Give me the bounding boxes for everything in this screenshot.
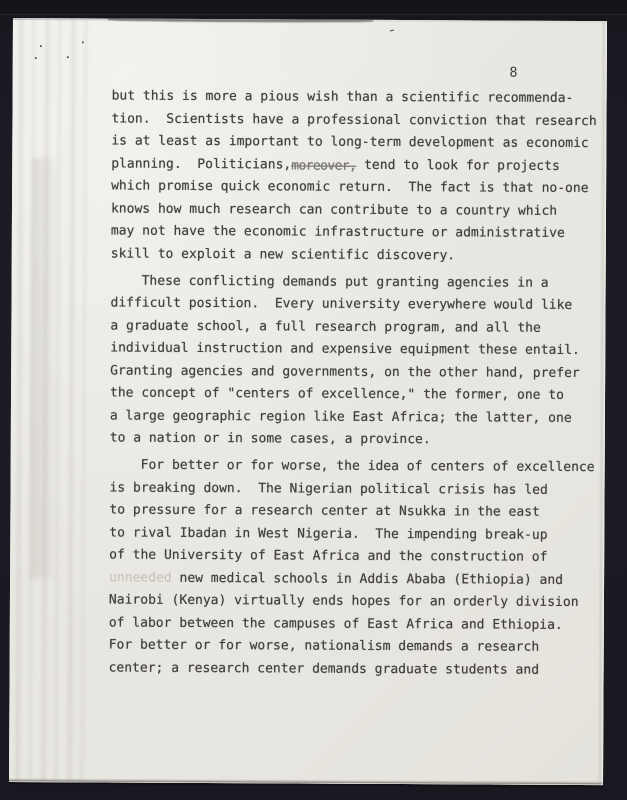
text-line xyxy=(111,243,611,268)
text-segment: tion. Scientists have a professional conviction that research xyxy=(111,111,597,129)
text-line xyxy=(110,315,610,340)
text-segment: difficult position. Every university everywhere would like xyxy=(110,295,573,313)
typewritten-lines xyxy=(109,86,612,683)
text-segment: new medical schools in Addis Ababa (Ethiopia) and xyxy=(171,570,564,588)
text-segment: of the University of East Africa and the construction of xyxy=(109,547,548,565)
text-line xyxy=(111,176,611,201)
text-line xyxy=(110,383,610,408)
scan-speck xyxy=(67,56,69,58)
text-line xyxy=(111,221,611,246)
text-segment: knows how much research can contribute to a country which xyxy=(110,201,558,219)
document-page xyxy=(9,18,607,785)
text-line xyxy=(109,635,609,660)
text-segment: a large geographic region like East Africa; the latter, one xyxy=(109,408,572,426)
text-segment: is breaking down. The Nigerian political crisis has led xyxy=(109,480,548,498)
text-line xyxy=(110,293,610,318)
text-line xyxy=(110,360,610,385)
text-segment: Nairobi (Kenya) virtually ends hopes for an orderly division xyxy=(108,592,579,610)
text-line xyxy=(109,657,609,682)
text-segment: may not have the economic infrastructure or administrative xyxy=(110,223,565,241)
text-segment: individual instruction and expensive equipment these entail. xyxy=(110,340,580,358)
scan-speck xyxy=(82,41,84,43)
text-segment: to rival Ibadan in West Nigeria. The impending break-up xyxy=(109,525,548,543)
text-segment: center; a research center demands graduate students and xyxy=(108,660,540,678)
scan-speck xyxy=(40,45,42,47)
text-line xyxy=(109,477,609,502)
text-segment: tend to look for projects xyxy=(356,157,560,174)
page-bottom-edge xyxy=(9,778,603,785)
text-line xyxy=(109,612,609,637)
text-line xyxy=(109,500,609,525)
text-segment: For better or for worse, the idea of centers of excellence xyxy=(140,457,595,476)
text-line xyxy=(111,153,611,178)
scan-speck xyxy=(35,57,37,59)
text-segment: is at least as important to long-term development as economic xyxy=(111,133,589,152)
page-number: 8 xyxy=(509,64,519,81)
scan-streak xyxy=(30,158,58,578)
text-line xyxy=(111,270,611,295)
text-line xyxy=(111,108,611,133)
text-line xyxy=(111,198,611,223)
struck-out-word: moreover, xyxy=(291,157,357,174)
text-segment: of labor between the campuses of East Africa and Ethiopia. xyxy=(108,615,563,633)
scan-speck xyxy=(390,29,394,31)
text-segment: to pressure for a research center at Nsukka in the east xyxy=(109,502,540,520)
text-segment: a graduate school, a full research program, and all the xyxy=(110,318,541,336)
text-segment: These conflicting demands put granting agencies in a xyxy=(141,273,549,291)
text-segment: skill to exploit a new scientific discovery. xyxy=(110,246,456,263)
text-line xyxy=(109,522,609,547)
erased-word: unneeded xyxy=(109,570,172,586)
text-segment: but this is more a pious wish than a scientific recommenda- xyxy=(111,88,574,106)
text-line xyxy=(110,428,610,453)
text-line xyxy=(111,131,611,156)
text-segment: planning. Politicians, xyxy=(111,156,292,172)
text-line xyxy=(110,455,610,480)
text-segment: Granting agencies and governments, on the other hand, prefer xyxy=(110,363,580,381)
page-top-smudge xyxy=(108,18,373,22)
text-segment: For better or for worse, nationalism demands a research xyxy=(108,637,540,655)
text-segment: to a nation or in some cases, a province. xyxy=(109,430,431,448)
text-line xyxy=(109,545,609,570)
text-line xyxy=(109,590,609,615)
text-line xyxy=(112,86,612,111)
text-segment: the concept of "centers of excellence," the former, one to xyxy=(109,385,565,403)
text-segment: which promise quick economic return. The fact is that no-one xyxy=(111,178,589,197)
text-line xyxy=(110,405,610,430)
text-line xyxy=(109,567,609,592)
text-line xyxy=(110,338,610,363)
scan-artifact-line xyxy=(0,14,627,15)
